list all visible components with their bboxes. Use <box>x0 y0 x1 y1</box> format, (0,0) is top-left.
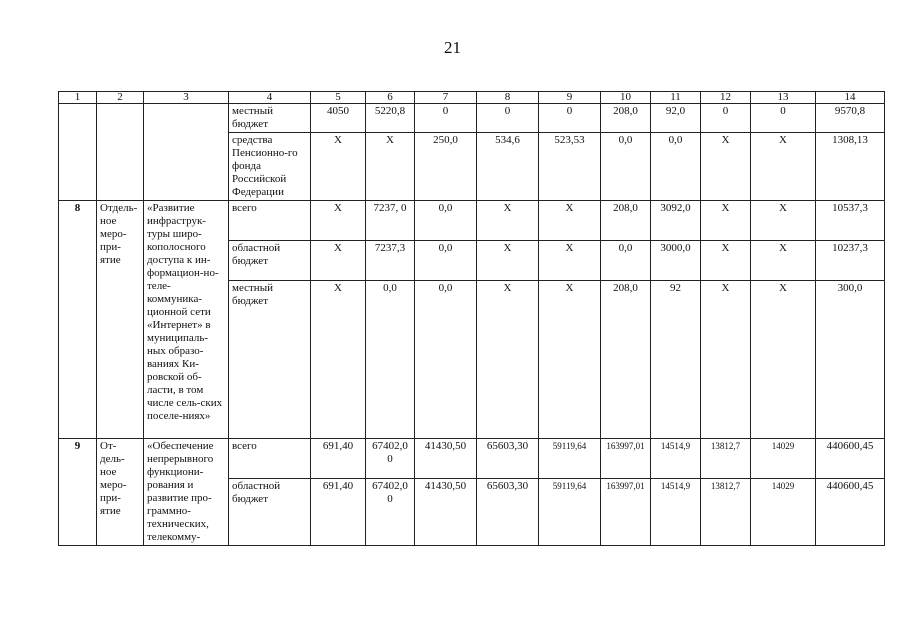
value-cell: 59119,64 <box>539 479 601 546</box>
value-cell: X <box>751 241 816 281</box>
funding-source: местный бюджет <box>229 104 311 133</box>
value-cell: 4050 <box>311 104 366 133</box>
value-cell: 250,0 <box>415 133 477 201</box>
value-cell: 67402,0 0 <box>366 439 415 479</box>
value-cell: 0,0 <box>415 281 477 439</box>
program-table <box>58 91 885 546</box>
header-cell: 10 <box>601 92 651 104</box>
funding-source: всего <box>229 201 311 241</box>
value-cell: 67402,0 0 <box>366 479 415 546</box>
value-cell: 534,6 <box>477 133 539 201</box>
header-row <box>59 92 885 104</box>
value-cell: 208,0 <box>601 201 651 241</box>
value-cell: 14514,9 <box>651 439 701 479</box>
value-cell: 92,0 <box>651 104 701 133</box>
table-row <box>59 439 885 479</box>
value-cell: X <box>311 201 366 241</box>
funding-source: средства Пенсионно-го фонда Российской Федерации <box>229 133 311 201</box>
value-cell: X <box>311 241 366 281</box>
funding-source: областной бюджет <box>229 479 311 546</box>
value-cell: 65603,30 <box>477 479 539 546</box>
header-cell: 7 <box>415 92 477 104</box>
value-cell: 163997,01 <box>601 439 651 479</box>
value-cell: X <box>701 241 751 281</box>
value-cell: 691,40 <box>311 439 366 479</box>
value-cell: 0,0 <box>651 133 701 201</box>
value-cell: 1308,13 <box>816 133 885 201</box>
value-cell: 14514,9 <box>651 479 701 546</box>
value-cell: 65603,30 <box>477 439 539 479</box>
value-cell: X <box>751 281 816 439</box>
value-cell: 691,40 <box>311 479 366 546</box>
page-number: 21 <box>444 38 461 57</box>
header-cell: 12 <box>701 92 751 104</box>
value-cell: X <box>751 201 816 241</box>
value-cell: 9570,8 <box>816 104 885 133</box>
value-cell: X <box>539 201 601 241</box>
empty-cell <box>97 104 144 201</box>
header-cell: 1 <box>59 92 97 104</box>
header-cell: 13 <box>751 92 816 104</box>
value-cell: 0 <box>477 104 539 133</box>
value-cell: 0 <box>701 104 751 133</box>
measure-name: «Развитие инфраструк-туры широ-кополосного доступа к ин-формацион-но-теле-коммуника-ционной сети «Интернет» в муниципаль-ных образо-ваниях Ки-ровской об-ласти, в том числе сель-ских поселе-ниях» <box>144 201 229 439</box>
value-cell: 0 <box>415 104 477 133</box>
value-cell: 163997,01 <box>601 479 651 546</box>
header-cell: 3 <box>144 92 229 104</box>
value-cell: 0,0 <box>601 241 651 281</box>
funding-source: областной бюджет <box>229 241 311 281</box>
value-cell: X <box>477 201 539 241</box>
value-cell: X <box>477 281 539 439</box>
empty-cell <box>59 104 97 201</box>
row-number: 9 <box>59 439 97 546</box>
value-cell: 92 <box>651 281 701 439</box>
header-cell: 5 <box>311 92 366 104</box>
value-cell: X <box>701 201 751 241</box>
value-cell: 5220,8 <box>366 104 415 133</box>
value-cell: 13812,7 <box>701 479 751 546</box>
value-cell: 0 <box>539 104 601 133</box>
value-cell: 14029 <box>751 439 816 479</box>
value-cell: X <box>701 133 751 201</box>
value-cell: 208,0 <box>601 104 651 133</box>
value-cell: 300,0 <box>816 281 885 439</box>
value-cell: 440600,45 <box>816 479 885 546</box>
value-cell: X <box>539 241 601 281</box>
value-cell: 0,0 <box>415 201 477 241</box>
value-cell: 10237,3 <box>816 241 885 281</box>
value-cell: 7237,3 <box>366 241 415 281</box>
measure-type: От-дель-ное меро-при-ятие <box>97 439 144 546</box>
value-cell: 0,0 <box>415 241 477 281</box>
header-cell: 6 <box>366 92 415 104</box>
value-cell: X <box>539 281 601 439</box>
value-cell: 0,0 <box>366 281 415 439</box>
table-row <box>59 201 885 241</box>
value-cell: X <box>751 133 816 201</box>
table-row <box>59 104 885 133</box>
value-cell: 41430,50 <box>415 479 477 546</box>
header-cell: 11 <box>651 92 701 104</box>
value-cell: 13812,7 <box>701 439 751 479</box>
value-cell: 523,53 <box>539 133 601 201</box>
value-cell: 440600,45 <box>816 439 885 479</box>
empty-cell <box>144 104 229 201</box>
value-cell: 3092,0 <box>651 201 701 241</box>
value-cell: 41430,50 <box>415 439 477 479</box>
funding-source: местный бюджет <box>229 281 311 439</box>
value-cell: X <box>311 281 366 439</box>
value-cell: 10537,3 <box>816 201 885 241</box>
value-cell: 59119,64 <box>539 439 601 479</box>
value-cell: 7237, 0 <box>366 201 415 241</box>
value-cell: 0 <box>751 104 816 133</box>
value-cell: 3000,0 <box>651 241 701 281</box>
value-cell: X <box>701 281 751 439</box>
measure-name: «Обеспечение непрерывного функциони-рования и развитие про-граммно-технических, телекомму- <box>144 439 229 546</box>
header-cell: 8 <box>477 92 539 104</box>
header-cell: 9 <box>539 92 601 104</box>
header-cell: 2 <box>97 92 144 104</box>
value-cell: 208,0 <box>601 281 651 439</box>
funding-source: всего <box>229 439 311 479</box>
row-number: 8 <box>59 201 97 439</box>
value-cell: X <box>311 133 366 201</box>
value-cell: 0,0 <box>601 133 651 201</box>
value-cell: 14029 <box>751 479 816 546</box>
value-cell: X <box>477 241 539 281</box>
header-cell: 14 <box>816 92 885 104</box>
header-cell: 4 <box>229 92 311 104</box>
measure-type: Отдель-ное меро-при-ятие <box>97 201 144 439</box>
value-cell: X <box>366 133 415 201</box>
